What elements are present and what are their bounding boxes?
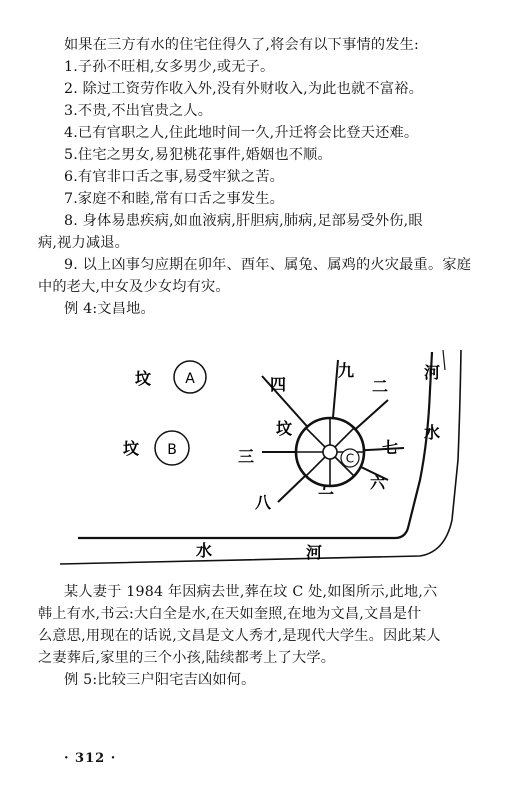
tomb-a-label: 坟	[135, 369, 152, 388]
water-label-bottom: 水	[196, 541, 213, 560]
list-item-9: 9. 以上凶事匀应期在卯年、酉年、属兔、属鸡的火灾最重。家庭	[64, 257, 472, 273]
river-tick	[443, 350, 445, 370]
direction-8: 八	[255, 493, 272, 512]
list-item-8: 8. 身体易患疾病,如血液病,肝胆病,肺病,足部易受外伤,眼	[64, 213, 423, 229]
tomb-b-letter: B	[167, 442, 177, 458]
list-item-8-cont: 病,视力减退。	[38, 235, 130, 251]
paragraph-line-1: 某人妻于 1984 年因病去世,葬在坟 C 处,如图所示,此地,六	[64, 584, 438, 600]
list-item-5: 5.住宅之男女,易犯桃花事件,婚姻也不顺。	[64, 147, 332, 163]
list-item-4: 4.已有官职之人,住此地时间一久,升迁将会比登天还难。	[64, 125, 419, 141]
paragraph-line-4: 之妻葬后,家里的三个小孩,陆续都考上了大学。	[38, 650, 336, 666]
paragraph-line-2: 韩上有水,书云:大白全是水,在天如奎照,在地为文昌,文昌是什	[38, 606, 422, 622]
tomb-a-letter: A	[185, 371, 195, 387]
paragraph-line-3: 么意思,用现在的话说,文昌是文人秀才,是现代大学生。因此某人	[38, 628, 441, 644]
list-item-1: 1.子孙不旺相,女多男少,或无子。	[64, 59, 275, 75]
example-4-heading: 例 4:文昌地。	[64, 301, 155, 317]
direction-2: 二	[372, 377, 389, 396]
list-item-3: 3.不贵,不出官贵之人。	[64, 103, 213, 119]
list-item-2: 2. 除过工资劳作收入外,没有外财收入,为此也就不富裕。	[64, 81, 423, 97]
water-label-right: 水	[424, 423, 441, 442]
wheel-hub	[323, 445, 337, 459]
direction-6: 六	[370, 474, 386, 492]
wenchang-diagram	[0, 330, 529, 570]
direction-3: 三	[238, 447, 255, 466]
list-item-7: 7.家庭不和睦,常有口舌之事发生。	[64, 191, 285, 207]
direction-9: 九	[338, 361, 355, 380]
example-5-heading: 例 5:比较三户阳宅吉凶如何。	[64, 672, 256, 688]
page-number: · 312 ·	[64, 751, 117, 766]
tomb-c-label: C	[345, 451, 355, 466]
center-tomb-label: 坟	[276, 419, 293, 438]
list-item-6: 6.有官非口舌之事,易受牢狱之苦。	[64, 169, 285, 185]
tomb-b-label: 坟	[123, 439, 140, 458]
direction-1: 一	[318, 485, 335, 504]
river-outer-bank	[60, 350, 461, 564]
river-label-top: 河	[424, 363, 441, 382]
intro-line: 如果在三方有水的住宅住得久了,将会有以下事情的发生:	[64, 37, 419, 53]
list-item-9-cont: 中的老大,中女及少女均有灾。	[38, 279, 230, 295]
direction-4: 四	[270, 375, 287, 394]
direction-7: 七	[382, 438, 399, 457]
river-label-bottom: 河	[306, 543, 323, 562]
